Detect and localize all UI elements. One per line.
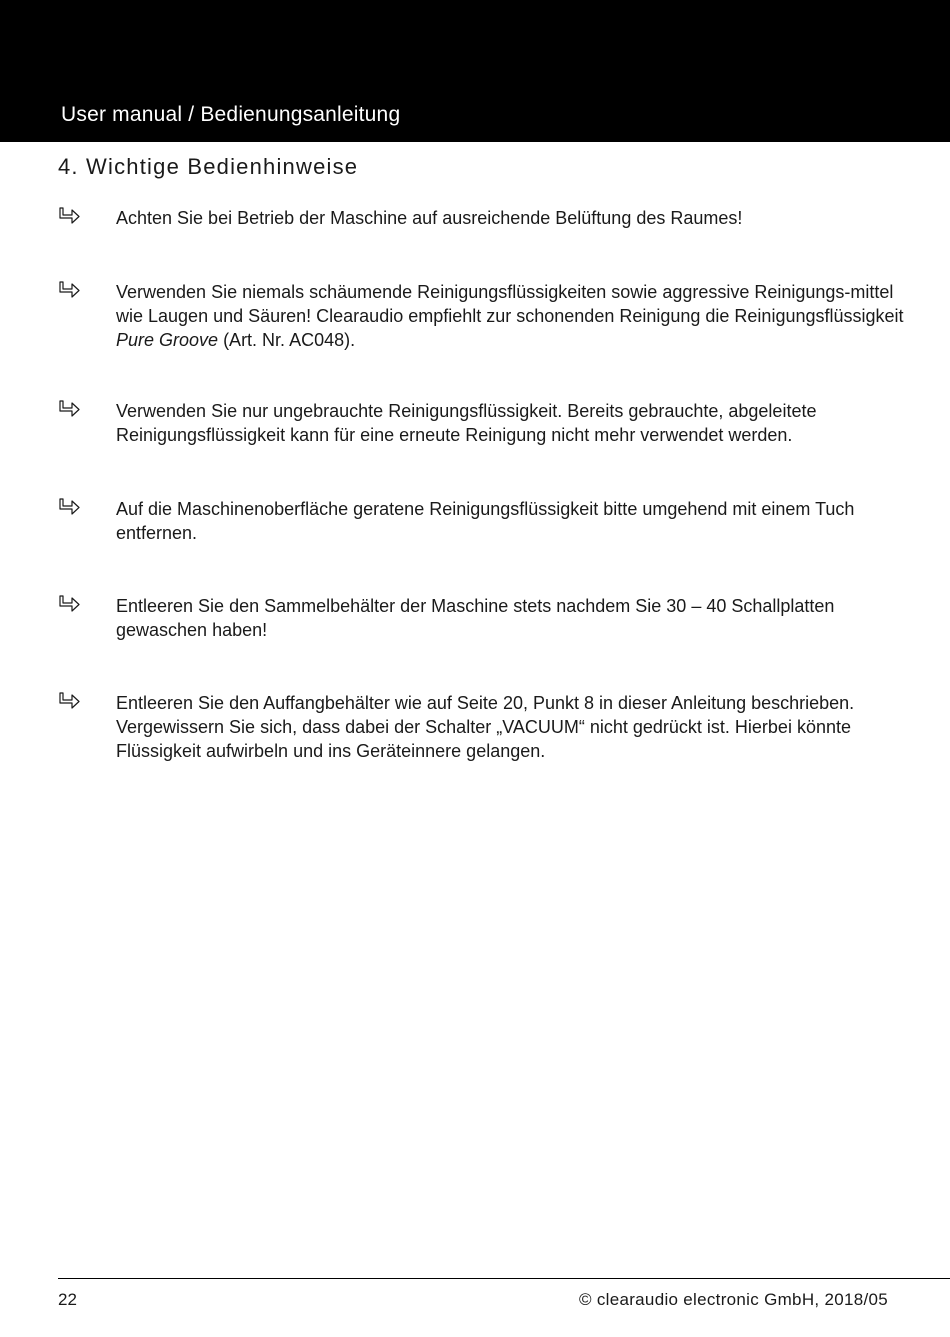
note-text: Entleeren Sie den Auffangbehälter wie auf Seite 20, Punkt 8 in dieser Anleitung beschrieben. Vergewissern Sie sich, dass dabei der Schalter „VACUUM“ nicht gedrückt ist. Hierbei könnte Flüssigkeit aufwirbeln und ins Geräteinnere gelangen. xyxy=(116,693,855,761)
footer-divider xyxy=(58,1278,950,1279)
header-band xyxy=(0,0,950,142)
arrow-right-icon xyxy=(58,498,80,516)
arrow-right-icon xyxy=(58,595,80,613)
note-text: Entleeren Sie den Sammelbehälter der Maschine stets nachdem Sie 30 – 40 Schallplatten gewaschen haben! xyxy=(116,596,835,640)
product-name: Pure Groove xyxy=(116,330,219,350)
copyright-notice: © clearaudio electronic GmbH, 2018/05 xyxy=(578,1290,888,1309)
arrow-right-icon xyxy=(58,400,80,418)
note-text: Verwenden Sie nur ungebrauchte Reinigungsflüssigkeit. Bereits gebrauchte, abgeleitete Reinigungsflüssigkeit kann für eine erneute Reinigung nicht mehr verwendet werden. xyxy=(116,401,817,445)
arrow-right-icon xyxy=(58,207,80,225)
section-title: 4. Wichtige Bedienhinweise xyxy=(58,154,359,179)
note-text-before: Verwenden Sie niemals schäumende Reinigungsflüssigkeiten sowie aggressive Reinigungs-mittel wie Laugen und Säuren! Clearaudio empfiehlt zur schonenden Reinigung die Reinigungsflüssigkeit xyxy=(116,282,904,326)
arrow-right-icon xyxy=(58,281,80,299)
note-text: Auf die Maschinenoberfläche geratene Reinigungsflüssigkeit bitte umgehend mit einem Tuch entfernen. xyxy=(116,499,855,543)
note-text: Achten Sie bei Betrieb der Maschine auf ausreichende Belüftung des Raumes! xyxy=(116,208,743,228)
page-number: 22 xyxy=(58,1290,77,1309)
note-text xyxy=(116,280,906,352)
arrow-right-icon xyxy=(58,692,80,710)
note-text-after: (Art. Nr. AC048). xyxy=(218,330,356,350)
document-title: User manual / Bedienungsanleitung xyxy=(61,103,401,126)
